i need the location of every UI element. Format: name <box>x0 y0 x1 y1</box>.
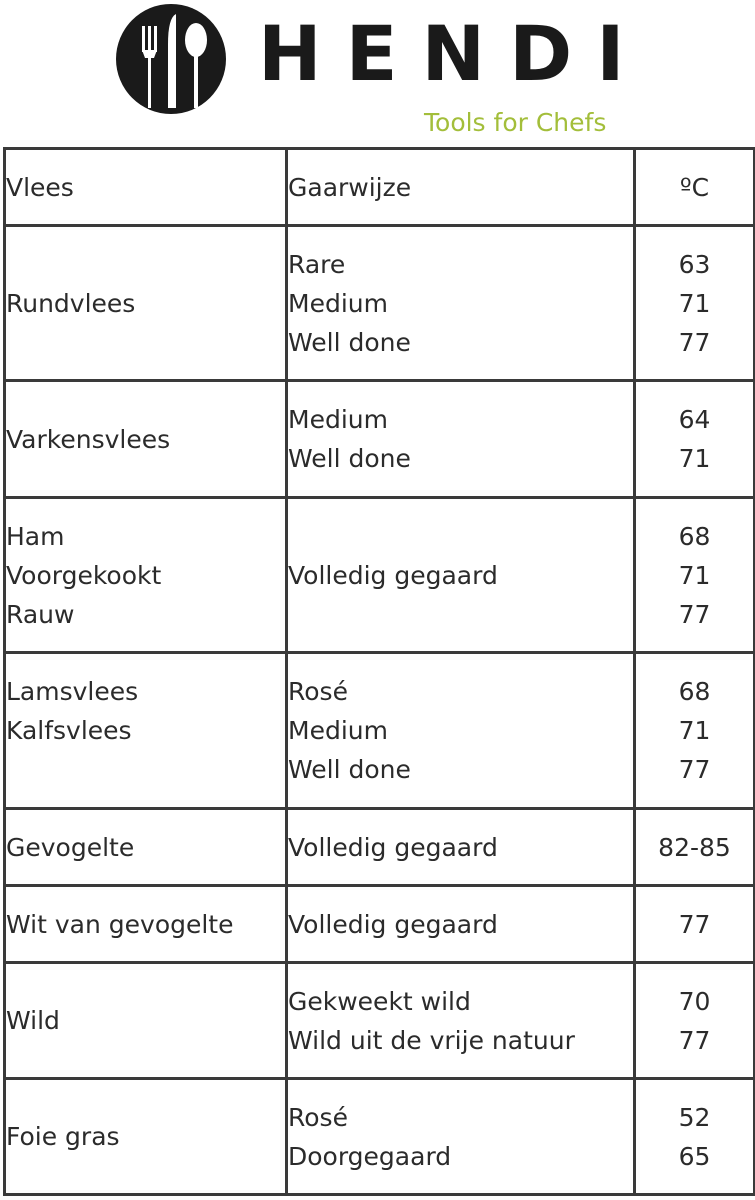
method-name: Wild uit de vrije natuur <box>288 1025 575 1055</box>
meat-name: Rundvlees <box>6 288 136 318</box>
method-name: Well done <box>288 327 411 357</box>
method-cell <box>287 1079 635 1195</box>
method-cell <box>287 886 635 963</box>
method-name: Doorgegaard <box>288 1141 452 1171</box>
hendi-logo <box>0 0 755 145</box>
table-row <box>5 226 755 381</box>
table-row <box>5 1079 755 1195</box>
method-name: Medium <box>288 405 388 434</box>
temperature-cell <box>635 653 755 809</box>
meat-temperature-table <box>3 147 755 1196</box>
meat-name: Foie gras <box>6 1122 120 1151</box>
temperature-value: 71 <box>678 288 711 318</box>
temperature-cell <box>635 886 755 963</box>
table-row <box>5 498 755 653</box>
meat-name: Gevogelte <box>6 832 135 862</box>
meat-name: Kalfsvlees <box>6 716 132 745</box>
temperature-cell <box>635 226 755 381</box>
meat-cell <box>5 886 287 963</box>
temperature-value: 82-85 <box>658 832 731 862</box>
meat-cell <box>5 381 287 498</box>
temperature-value: 71 <box>678 560 711 590</box>
table-header-row <box>5 149 755 226</box>
table-row <box>5 809 755 886</box>
temperature-value: 64 <box>678 405 711 434</box>
method-name: Volledig gegaard <box>288 560 498 590</box>
meat-name-spacer <box>6 750 285 789</box>
method-name: Medium <box>288 288 388 318</box>
meat-name: Rauw <box>6 599 75 629</box>
temperature-cell <box>635 381 755 498</box>
temperature-value: 70 <box>678 986 711 1016</box>
meat-name: Lamsvlees <box>6 677 139 706</box>
temperature-value: 77 <box>678 755 711 784</box>
temperature-cell <box>635 809 755 886</box>
method-cell <box>287 498 635 653</box>
temperature-cell <box>635 1079 755 1195</box>
method-cell <box>287 809 635 886</box>
meat-cell <box>5 809 287 886</box>
method-name: Gekweekt wild <box>288 986 471 1016</box>
meat-cell <box>5 653 287 809</box>
temperature-value: 68 <box>678 521 711 551</box>
meat-cell <box>5 498 287 653</box>
temperature-value: 71 <box>678 716 711 745</box>
temperature-value: 63 <box>678 249 711 279</box>
meat-cell <box>5 226 287 381</box>
meat-name: Ham <box>6 521 65 551</box>
temperature-value: 52 <box>678 1102 711 1132</box>
table-row <box>5 653 755 809</box>
method-name: Volledig gegaard <box>288 909 498 939</box>
header-temperature: ºC <box>635 149 755 226</box>
meat-name: Wild <box>6 1006 60 1035</box>
method-name: Rosé <box>288 1102 348 1132</box>
cutlery-emblem-icon <box>116 4 226 114</box>
temperature-value: 71 <box>678 444 711 473</box>
temperature-value: 68 <box>678 677 711 706</box>
method-name: Volledig gegaard <box>288 832 498 862</box>
method-name: Rare <box>288 249 346 279</box>
meat-cell <box>5 1079 287 1195</box>
meat-cell <box>5 963 287 1079</box>
brand-name: HENDI <box>258 9 649 98</box>
table-row <box>5 963 755 1079</box>
temperature-value: 65 <box>678 1141 711 1171</box>
meat-name: Voorgekookt <box>6 560 162 590</box>
method-name: Well done <box>288 755 411 784</box>
header-meat: Vlees <box>5 149 287 226</box>
meat-name: Wit van gevogelte <box>6 909 234 939</box>
table-row <box>5 886 755 963</box>
table-row <box>5 381 755 498</box>
method-name: Well done <box>288 444 411 473</box>
method-cell <box>287 381 635 498</box>
temperature-cell <box>635 963 755 1079</box>
temperature-value: 77 <box>678 327 711 357</box>
method-name: Rosé <box>288 677 348 706</box>
method-cell <box>287 653 635 809</box>
method-cell <box>287 963 635 1079</box>
brand-tagline: Tools for Chefs <box>424 108 607 137</box>
method-name: Medium <box>288 716 388 745</box>
temperature-value: 77 <box>678 599 711 629</box>
temperature-cell <box>635 498 755 653</box>
temperature-value: 77 <box>678 909 711 939</box>
method-cell <box>287 226 635 381</box>
meat-name: Varkensvlees <box>6 424 171 454</box>
temperature-value: 77 <box>678 1025 711 1055</box>
header-method: Gaarwijze <box>287 149 635 226</box>
